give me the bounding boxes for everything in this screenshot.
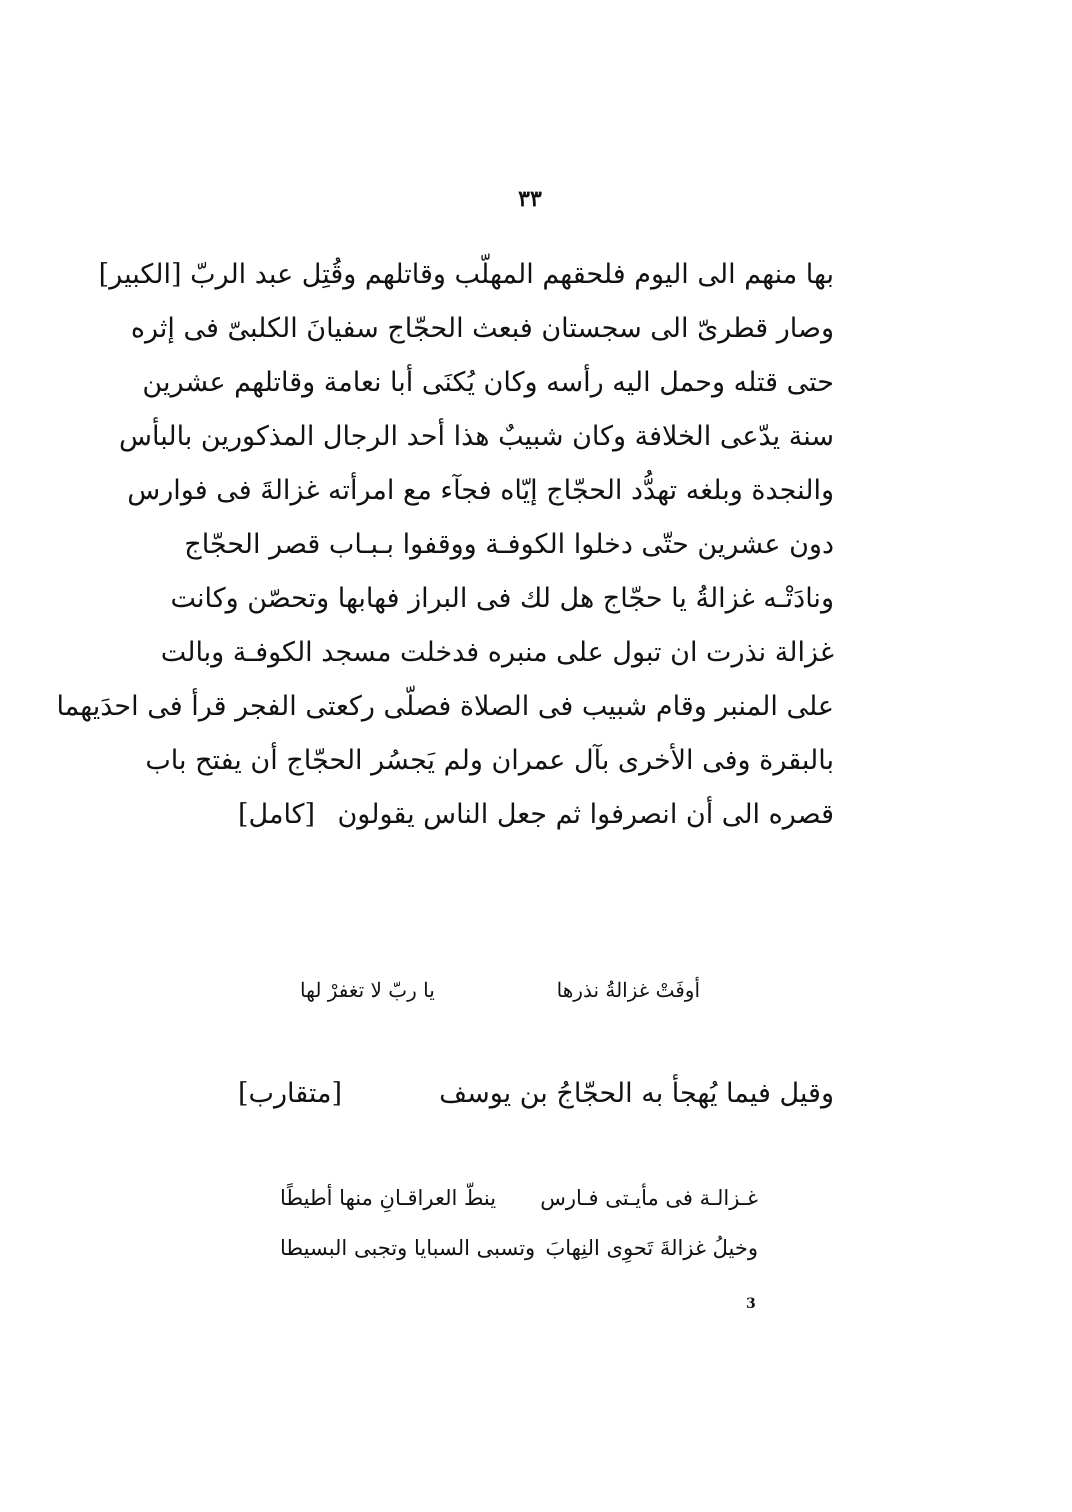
prose-line: ونادَتْـه غزالةُ يا حجّاج هل لك فى البراز فهابها وتحصّن وكانت <box>170 583 834 614</box>
hemistich-second: يا ربّ لا تغفرْ لها <box>300 978 435 1002</box>
meter-tag: [متقارب] <box>238 1078 343 1109</box>
prose-line: حتى قتله وحمل اليه رأسه وكان يُكنَى أبا نعامة وقاتلهم عشرين <box>142 367 834 398</box>
prose-line: على المنبر وقام شبيب فى الصلاة فصلّى ركعتى الفجر قرأ فى احدَيهما <box>56 691 834 722</box>
prose-line: وصار قطرىّ الى سجستان فبعث الحجّاج سفيانَ الكلبىّ فى إثره <box>130 313 834 344</box>
hemistich-first: أوفَتْ غزالةُ نذرها <box>556 978 700 1002</box>
couplet <box>280 1186 758 1210</box>
prose-line: بالبقرة وفى الأخرى بآل عمران ولم يَجسُر الحجّاج أن يفتح باب <box>145 745 834 776</box>
prose-line: سنة يدّعى الخلافة وكان شبيبٌ هذا أحد الرجال المذكورين بالبأس <box>119 421 834 452</box>
signature-mark: 3 <box>746 1296 756 1312</box>
prose-line: بها منهم الى اليوم فلحقهم المهلّب وقاتلهم وقُتِل عبد الربّ [الكبير] <box>98 259 834 290</box>
page-number: ٣٣ <box>518 186 542 212</box>
verse-intro-text: وقيل فيما يُهجأ به الحجّاجُ بن يوسف <box>439 1078 834 1109</box>
verse-line <box>300 978 700 1002</box>
prose-line: غزالة نذرت ان تبول على منبره فدخلت مسجد الكوفـة وبالت <box>160 637 834 668</box>
prose-line: دون عشرين حتّى دخلوا الكوفـة ووقفوا بـبـاب قصر الحجّاج <box>184 529 834 560</box>
meter-tag: [كامل] <box>238 799 316 830</box>
couplet <box>280 1236 758 1260</box>
hemistich-second: ينطّ العراقـانِ منها أطيطًا <box>280 1186 497 1210</box>
prose-line: والنجدة وبلغه تهدُّد الحجّاج إيّاه فجآء مع امرأته غزالةَ فى فوارس <box>127 475 834 506</box>
hemistich-first: وخيلُ غزالةَ تَحوِى النِهابَ <box>545 1236 758 1260</box>
hemistich-first: غـزالـة فى مأيـتى فـارس <box>540 1186 758 1210</box>
prose-block <box>56 248 834 842</box>
hemistich-second: وتسبى السبايا وتجبى البسيطا <box>280 1236 536 1260</box>
prose-last-line <box>238 788 834 842</box>
verse-intro-line <box>238 1078 834 1109</box>
prose-line: قصره الى أن انصرفوا ثم جعل الناس يقولون <box>337 799 834 830</box>
